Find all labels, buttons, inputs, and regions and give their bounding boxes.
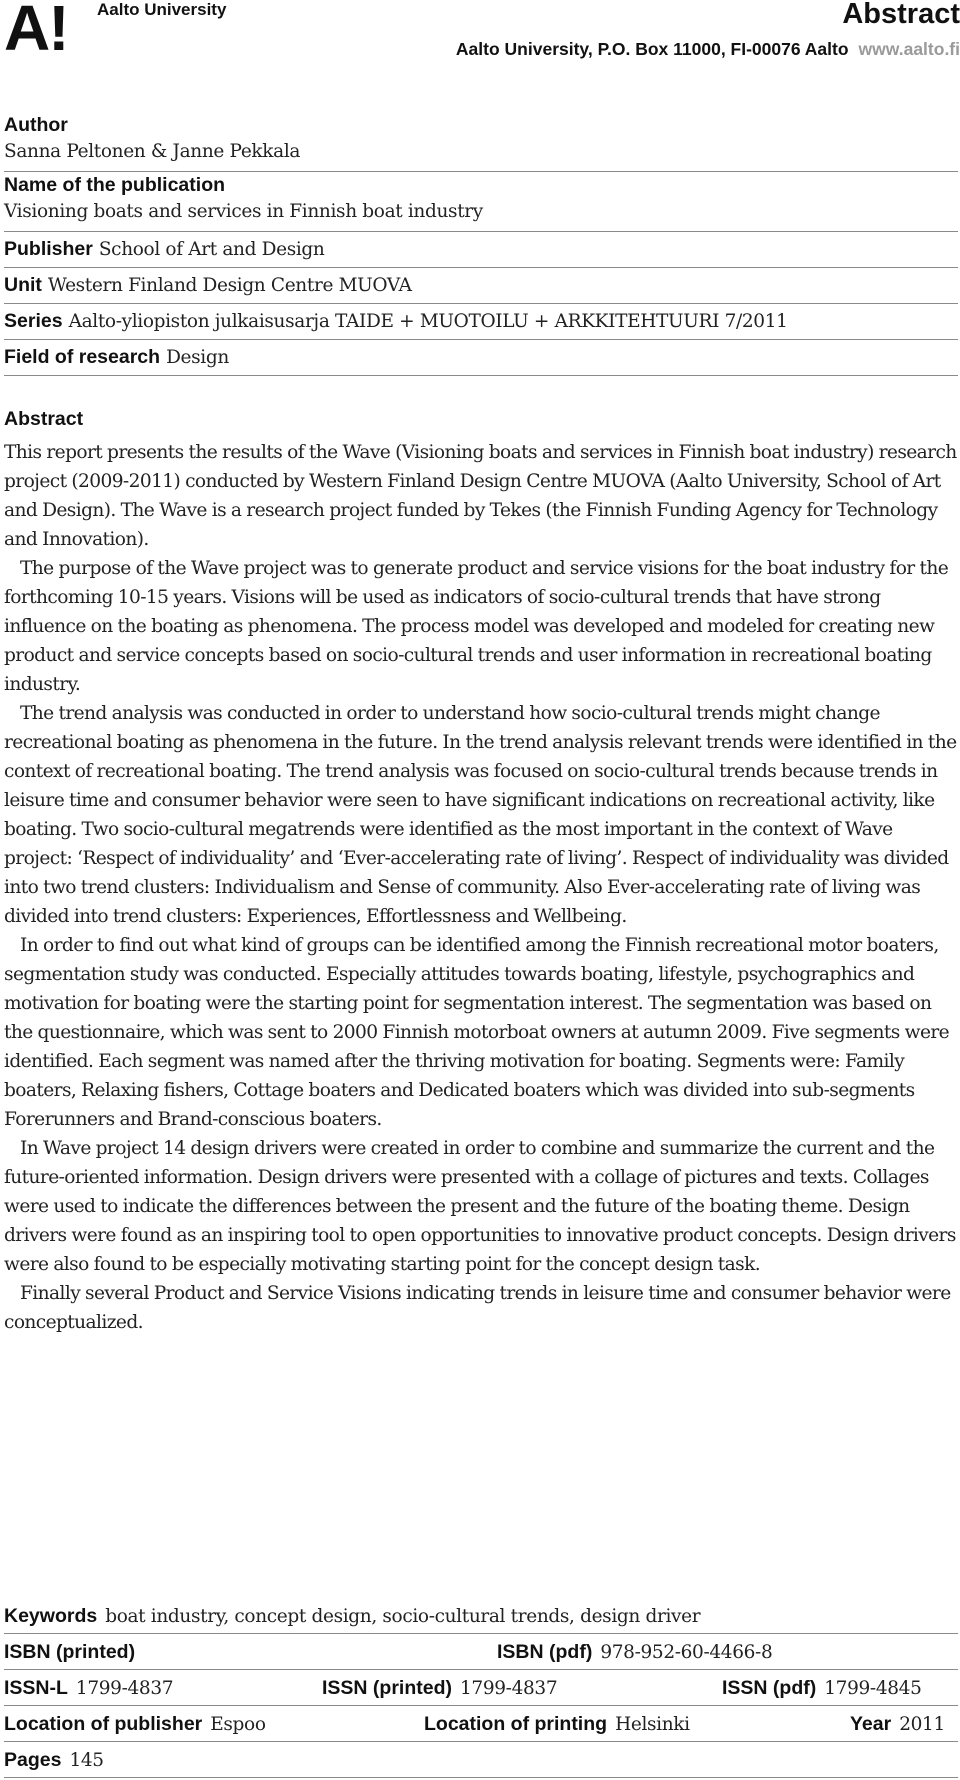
publisher-value: School of Art and Design xyxy=(98,239,325,260)
pages-label: Pages xyxy=(4,1749,62,1771)
unit-value: Western Finland Design Centre MUOVA xyxy=(47,275,412,296)
publisher-label: Publisher xyxy=(4,238,93,260)
location-publisher-value: Espoo xyxy=(210,1714,266,1735)
issn-row xyxy=(4,1670,958,1706)
author-label: Author xyxy=(4,114,68,136)
series-value: Aalto-yliopiston julkaisusarja TAIDE + MUOTOILU + ARKKITEHTUURI 7/2011 xyxy=(68,311,788,332)
isbn-row xyxy=(4,1634,958,1670)
location-publisher-label: Location of publisher xyxy=(4,1713,203,1735)
keywords-label: Keywords xyxy=(4,1605,98,1627)
abstract-paragraph: In order to find out what kind of groups can be identified among the Finnish recreational motor boaters, segmentation study was conducted. Especially attitudes towards boating, lifestyle, psychographics and motivation for boating were the starting point for segmentation interest. The segmentation was based on the questionnaire, which was sent to 2000 Finnish motorboat owners at autumn 2009. Five segments were identified. Each segment was named after the thriving motivation for boating. Segments were: Family boaters, Relaxing fishers, Cottage boaters and Dedicated boaters which was divided into sub-segments Forerunners and Brand-conscious boaters. xyxy=(4,935,950,1130)
year-label: Year xyxy=(850,1713,892,1735)
issn-pdf-value: 1799-4845 xyxy=(824,1678,922,1699)
abstract-paragraph: This report presents the results of the Wave (Visioning boats and services in Finnish boat industry) research project (2009-2011) conducted by Western Finland Design Centre MUOVA (Aalto University, School of Art and Design). The Wave is a research project funded by Tekes (the Finnish Funding Agency for Technology and Innovation). xyxy=(4,442,957,550)
keywords-row xyxy=(4,1598,958,1634)
abstract-paragraph: The trend analysis was conducted in order to understand how socio-cultural trends might change recreational boating as phenomena in the future. In the trend analysis relevant trends were identified in the context of recreational boating. The trend analysis was focused on socio-cultural trends because trends in leisure time and consumer behavior were seen to have significant indications on recreational activity, like boating. Two socio-cultural megatrends were identified as the most important in the context of Wave project: ‘Respect of individuality’ and ‘Ever-accelerating rate of living’. Respect of individuality was divided into two trend clusters: Individualism and Sense of community. Also Ever-accelerating rate of living was divided into trend clusters: Experiences, Effortlessness and Wellbeing. xyxy=(4,703,957,927)
unit-field xyxy=(4,268,958,304)
series-field xyxy=(4,304,958,340)
isbn-pdf-value: 978-952-60-4466-8 xyxy=(600,1642,773,1663)
website-link[interactable]: www.aalto.fi xyxy=(858,39,960,59)
abstract-paragraph: In Wave project 14 design drivers were created in order to combine and summarize the current and the future-oriented information. Design drivers were presented with a collage of pictures and texts. Collages were used to indicate the differences between the present and the future of the boating theme. Design drivers were found as an inspiring tool to open opportunities to innovative product concepts. Design drivers were also found to be especially motivating starting point for the concept design task. xyxy=(4,1138,956,1275)
author-field xyxy=(4,112,958,172)
abstract-body xyxy=(4,438,960,1337)
isbn-printed-label: ISBN (printed) xyxy=(4,1641,136,1663)
isbn-pdf-label: ISBN (pdf) xyxy=(497,1641,593,1663)
pages-row xyxy=(4,1742,958,1778)
postal-address: Aalto University, P.O. Box 11000, FI-00076 Aalto xyxy=(455,39,849,59)
issn-l-label: ISSN-L xyxy=(4,1677,68,1699)
publication-label: Name of the publication xyxy=(4,174,226,196)
address-line xyxy=(456,39,960,60)
year-value: 2011 xyxy=(899,1714,945,1735)
publisher-field xyxy=(4,232,958,268)
abstract-paragraph: Finally several Product and Service Visions indicating trends in leisure time and consumer behavior were conceptualized. xyxy=(4,1283,951,1333)
publication-value: Visioning boats and services in Finnish boat industry xyxy=(4,201,483,222)
keywords-value: boat industry, concept design, socio-cultural trends, design driver xyxy=(105,1606,701,1627)
page-title: Abstract xyxy=(842,0,960,30)
abstract-paragraph: The purpose of the Wave project was to generate product and service visions for the boat industry for the forthcoming 10-15 years. Visions will be used as indicators of socio-cultural trends that have strong influence on the boating as phenomena. The process model was developed and modeled for creating new product and service concepts based on socio-cultural trends and user information in recreational boating industry. xyxy=(4,558,949,695)
field-of-research-field xyxy=(4,340,958,376)
series-label: Series xyxy=(4,310,63,332)
abstract-heading: Abstract xyxy=(4,408,84,430)
university-name: Aalto University xyxy=(97,0,227,19)
unit-label: Unit xyxy=(4,274,42,296)
aalto-logo: A! xyxy=(4,0,68,64)
location-printing-label: Location of printing xyxy=(424,1713,608,1735)
location-row xyxy=(4,1706,958,1742)
issn-pdf-label: ISSN (pdf) xyxy=(722,1677,817,1699)
location-printing-value: Helsinki xyxy=(615,1714,690,1735)
field-of-research-label: Field of research xyxy=(4,346,161,368)
author-value: Sanna Peltonen & Janne Pekkala xyxy=(4,141,301,162)
field-of-research-value: Design xyxy=(166,347,229,368)
issn-printed-value: 1799-4837 xyxy=(460,1678,558,1699)
publication-field xyxy=(4,172,958,232)
issn-l-value: 1799-4837 xyxy=(75,1678,174,1699)
pages-value: 145 xyxy=(69,1750,104,1771)
issn-printed-label: ISSN (printed) xyxy=(322,1677,452,1699)
